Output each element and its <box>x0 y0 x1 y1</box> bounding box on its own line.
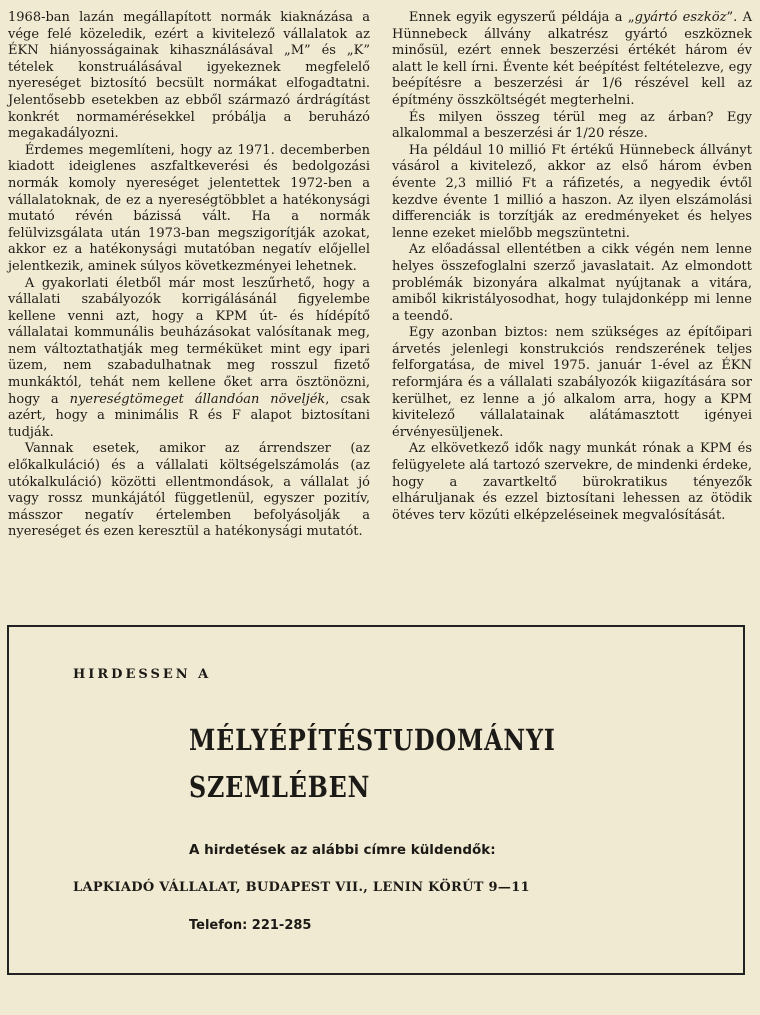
ad-instruction: A hirdetések az alábbi címre küldendők: <box>189 842 496 858</box>
paragraph: Egy azonban biztos: nem szükséges az építőipari árvetés jelenlegi konstrukciós rendszerének teljes felforgatása, de mivel 1975. január 1-ével az ÉKN reformjára és a vállalati szabályozók kiigazítására sor kerülhet, ez lenne a jó alkalom arra, hogy a KPM kivitelező vállalatainak alátámasztott igényei érvényesüljenek. <box>392 325 752 440</box>
paragraph: És milyen összeg térül meg az árban? Egy alkalommal a beszerzési ár 1/20 része. <box>392 109 752 142</box>
paragraph: Vannak esetek, amikor az árrendszer (az előkalkuláció) és a vállalati költségelszámolás (az utókalkuláció) közötti ellentmondások, a vállalat jó vagy rossz munkájától függetlenül, egyszer pozitív, másszor negatív értelemben befolyásolják a nyereséget és ezen keresztül a hatékonysági mutatót. <box>8 441 370 540</box>
paragraph-text: Ennek egyik egyszerű példája a „ <box>408 10 635 25</box>
paragraph-text: ”. A Hünnebeck állvány alkatrész gyártó eszköznek minősül, ezért ennek beszerzési értékét három év alatt le kell írni. Évente két beépítést feltételezve, egy beépítésre a beszerzési ár 1/6 részével kell az építmény összköltségét megterhelni. <box>392 10 752 108</box>
paragraph: Az elkövetkező idők nagy munkát rónak a KPM és felügyelete alá tartozó szervekre, de mindenki érdeke, hogy a zavartkeltő bürokratikus tényezők elháruljanak és ezzel biztosítani lehessen az ötödik ötéves terv közúti elképzeléseinek megvalósítását. <box>392 441 752 523</box>
paragraph <box>392 10 752 110</box>
paragraph: 1968-ban lazán megállapított normák kiaknázása a vége felé közeledik, ezért a kivitelező vállalatok az ÉKN hiányosságainak kihasználásával „M” és „K” tételek konstruálásával igyekeznek megfelelő nyereséget biztosító becsült normákat elfogadtatni. Jelentősebb esetekben az ebből származó árdrágítást konkrét normamérésekkel próbálja a beruházó megakadályozni. <box>8 10 370 142</box>
ad-phone: Telefon: 221-285 <box>189 918 312 933</box>
article-right-column <box>392 10 752 524</box>
emphasized-phrase: gyártó eszköz <box>634 10 727 25</box>
advertisement-box <box>7 625 745 975</box>
article-left-column <box>8 10 370 541</box>
paragraph <box>8 276 370 442</box>
ad-address: LAPKIADÓ VÁLLALAT, BUDAPEST VII., LENIN KÖRÚT 9—11 <box>73 880 530 895</box>
paragraph: Az előadással ellentétben a cikk végén nem lenne helyes összefoglalni szerző javaslatait. Az elmondott problémák bizonyára alkalmat nyújtanak a vitára, amiből kikristályosodhat, hogy tulajdonképp mi lenne a teendő. <box>392 242 752 324</box>
paragraph-text: , csak azért, hogy a minimális R és F alapot biztosítani tudják. <box>8 391 370 440</box>
ad-title-line-1: MÉLYÉPÍTÉSTUDOMÁNYI <box>189 723 556 757</box>
ad-lead-text: HIRDESSEN A <box>73 667 212 682</box>
paragraph-text: A gyakorlati életből már most leszűrhető, hogy a vállalati szabályozók korrigálásánál figyelembe kellene venni azt, hogy a KPM út- és hídépítő vállalatai kommunális beuházásokat valósítanak meg, nem változtathatják meg terméküket mint egy ipari üzem, nem szabadulhatnak meg rosszul fizető munkáktól, tehát nem kellene őket arra ösztönözni, hogy a <box>8 275 370 407</box>
ad-title-line-2: SZEMLÉBEN <box>189 770 371 804</box>
paragraph: Érdemes megemlíteni, hogy az 1971. decemberben kiadott ideiglenes aszfaltkeverési és bedolgozási normák komoly nyereséget jelentettek 1972-ben a vállalatoknak, de ez a nyereségtöbblet a hatékonysági mutató révén bázissá vált. Ha a normák felülvizsgálata után 1973-ban megszigorítják azokat, akkor ez a hatékonysági mutatóban negatív előjellel jelentkezik, aminek súlyos következményei lehetnek. <box>8 142 370 274</box>
emphasized-phrase: nyereségtömeget állandóan növeljék <box>69 391 326 407</box>
paragraph: Ha például 10 millió Ft értékű Hünnebeck állványt vásárol a kivitelező, akkor az első három évben évente 2,3 millió Ft a ráfizetés, a negyedik évtől kezdve évente 1 millió a haszon. Az ilyen elszámolási differenciák is torzítják az eredményeket és helyes lenne ezeket mielőbb megszüntetni. <box>392 142 752 241</box>
